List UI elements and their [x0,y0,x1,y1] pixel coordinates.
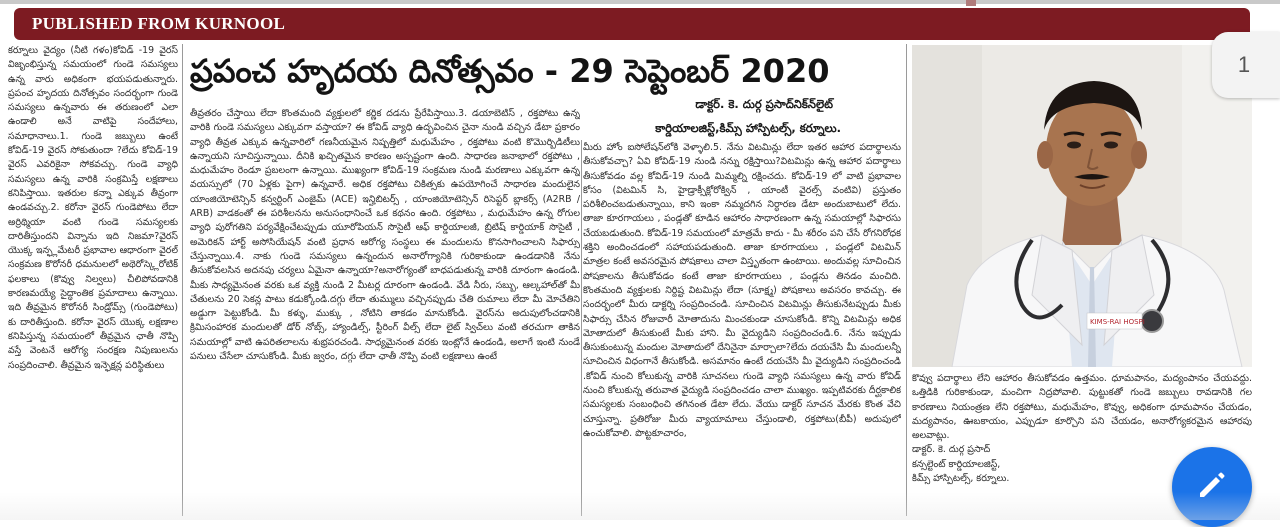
column-divider [581,140,582,516]
column-divider [182,44,183,516]
signature-name: డాక్టర్. కె. దుర్గ ప్రసాద్ [912,444,991,456]
doctor-photo [912,45,1252,367]
top-edge [0,0,1280,4]
middle-column [190,107,580,516]
left-column [8,44,178,516]
byline-name: డాక్టర్. కె. దుర్గ ప్రసాద్‌నిక్‌న్‌లైట్ [695,97,833,111]
page-number-badge[interactable]: 1 [1212,32,1280,98]
top-marker [966,0,976,6]
closing-paragraph: కొవ్వు పదార్థాలు లేని ఆహారం తీసుకోవడం ఉత్తమం. ధూమపానం, మద్యంపానం చేయవద్దు. ఒత్తిడికి గురికాకుండా, మంచిగా నిద్రపోవాలి. పుట్టుకతో గుండె జబ్బులు రావడానికి గల కారణాలు నియంత్రణ లేని రక్తపోటు, మధుమేహం, కొవ్వు, అధికంగా ధూమపానం చేయడం, మద్యపానం, ఊబకాయం, ఎప్పుడూ కూర్చొని పని చేయడం, అనారోగ్యకరమైన ఆహారపు అలవాట్లు. [912,373,1252,442]
right-column-text: మీరు హోం ఐసోలేషన్‌లోకి వెళ్ళాలి.5. నేను విటమిన్లు లేదా ఇతర ఆహార పదార్థాలను తీసుకోవచ్చా? ఏవి కోవిడ్-19 నుండి నన్ను రక్షిస్తాయి?విటమిన్లు ఉన్న ఆహార పదార్థాలు తీసుకోవడం వల్ల కోవిడ్-19 నుండి మిమ్మల్ని రక్షించదు. కోవిడ్-19 లో వాటి ప్రభావాల కోసం (విటమిన్ సి, హైడ్రాక్సీక్లోరోక్విన్ , యాంటీ వైరల్స్ వంటివి) ప్రస్తుతం పరిశీలించబడుతున్నాయి, కాని ఇంకా నమ్మదగిన నిర్ధారణ డేటా అందుబాటులో లేదు. తాజా కూరగాయలు , పండ్లతో కూడిన ఆహారం సాధారణంగా ఉన్న సమయాల్లో సిఫారసు చేయబడుతుంది. కోవిడ్-19 సమయంలో మాత్రమే కాదు - మీ శరీరం పని చేసే రోగనిరోధక శక్తిని అందించడంలో సహాయపడుతుంది. తాజా కూరగాయలు , పండ్లలో విటమిన్ మాత్రల కంటే అవసరమైన పోషకాలు చాలా విస్తృతంగా ఉంటాయి. అందువల్ల సూచించిన పోషకాలను తీసుకోవడం కంటే తాజా కూరగాయలు , పండ్లను తినడం మంచిది. కొంతమంది వ్యక్తులకు నిర్దిష్ట విటమిన్లు లేదా (సూక్ష్మ) పోషకాలు అవసరం కావచ్చు. ఈ సందర్భంలో మీరు డాక్టర్ని సంప్రదించండి. సూచించిన విటమిన్లు తీసుకునేటప్పుడు మీకు సిఫార్సు చేసిన రోజువారీ మోతాదును మించకుండా చూసుకోండి. కొన్ని విటమిన్లు అధిక మోతాదులో తీసుకుంటే మీకు హాని. మీ వైద్యుడిని సంప్రదించండి.6. నేను ఇప్పుడు తీసుకుంటున్న మందుల మోతాదులో దేనినైనా మార్చాలా?లేదు దయచేసి మీ మందులన్నీ సూచించిన విధంగానే తీసుకోండి. అసమానం ఉంటే దయచేసి మీ వైద్యుడిని సంప్రదించండి .కోవిడ్ నుంచి కోలుకున్న వారికి సూచనలు గుండె వ్యాధి సమస్యలు ఉన్న వారు కోవిడ్ నుంచి కోలుకున్న తరువాత వైద్యుడి సంప్రదించడం చాలా ముఖ్యం. ఇప్పటివరకు దీర్ఘకాలిక సమస్యలకు సంబంధించి తగినంత డేటా లేదు. వేయు డాక్టర్ సూచన మేరకు కొంత వేచి చూస్తున్నా. ప్రతిరోజు మీరు వ్యాయామాలు చేస్తుండాలి, రక్తపోటు(బీపీ) అదుపులో ఉంచుకోవాలి. పొట్టకూచారం, [583,142,901,439]
right-column [583,141,901,516]
edit-fab-button[interactable] [1172,447,1252,527]
signature-hospital: కిమ్స్ హాస్పిటల్స్, కర్నూలు. [912,473,1010,485]
byline-affiliation: కార్డియాలజిస్ట్,కిమ్స్ హాస్పిటల్స్, కర్నూలు. [655,121,841,135]
hospital-badge-text: KIMS-RAI HOSPI [1090,318,1145,326]
middle-column-text: తీవ్రతరం చేస్తాయి లేదా కొంతమంది వ్యక్తులలో కర్ణిక దడను ప్రేరేపిస్తాయి.3. డయాబెటిస్ , రక్తపోటు ఉన్న వారికి గుండె సమస్యలు ఎక్కువగా వస్తాయా? ఈ కోవిడ్ వ్యాధి ఉద్భవించిన చైనా నుండి వచ్చిన డేటా ప్రకారం వ్యాధి తీవ్రత ఎక్కువ ఉన్నవారిలో గణనీయమైన నిష్పత్తిలో మధుమేహం , రక్తపోటు వంటి కొమొర్బిడిటీలు ఉన్నాయని సూచిస్తున్నాయి. దీనికి ఖచ్చితమైన కారణం అస్పష్టంగా ఉంది. సాధారణ జనాభాలో రక్తపోటు , మధుమేహం రెండూ ప్రబలంగా ఉన్నాయి. ముఖ్యంగా కోవిడ్-19 సంక్రమణ నుండి మరణాలు ఎక్కువగా ఉన్న వయస్సులో (70 ఏళ్లకు పైగా) ఉన్నవారే. అధిక రక్తపోటు చికిత్సకు ఉపయోగించే సాధారణ మందులైన యాంజియోటెన్సిన్ కన్వర్టింగ్ ఎంజైమ్ (ACE) ఇన్హిబిటర్స్ , యాంజియోటెన్సిన్ రిసెప్టర్ బ్లాకర్స్ (A2RB / ARB) వాడకంతో ఈ పరిశీలనను అనుసంధానించే ఒక కథనం ఉంది. రక్తపోటు , మధుమేహం ఉన్న రోగుల వ్యాధి పురోగతిని పర్యవేక్షించేటప్పుడు యూరోపియన్ సొసైటీ ఆఫ్ కార్డియాలజీ, బ్రిటిష్ కార్డియాక్ సొసైటీ , అమెరికన్ హార్ట్ అసోసియేషన్ వంటి ప్రధాన ఆరోగ్య సంస్థలు ఈ మందులను కొనసాగించాలని సిఫార్సు చేస్తున్నాయి.4. నాకు గుండె సమస్యలు ఉన్నందున అనారోగ్యానికి గురికాకుండా ఉండడానికి నేను తీసుకోవలసిన అదనపు చర్యలు ఏమైనా ఉన్నాయా?అనారోగ్యంతో బాధపడుతున్న వారికి దూరంగా ఉండండి. మీకు సాధ్యమైనంత వరకు ఒక వ్యక్తి నుండి 2 మీటర్ల దూరంగా ఉండండి. వేడి నీరు, సబ్బు, ఆల్కహాల్‌తో మీ చేతులను 20 సెకన్ల పాటు కడుక్కోండి.దగ్గు లేదా తుమ్ములు వచ్చినప్పుడు చేతి రుమాలు లేదా మీ మోచేతిని అడ్డుగా పెట్టుకోండి. మీ కళ్ళు, ముక్కు , నోటిని తాకడం మానుకోండి. వైరస్‌ను అదుపులోంచడానికి క్రిమిసంహారక మందులతో డోర్ నోబ్స్, హ్యాండిల్స్, స్టీరింగ్ వీల్స్ లేదా లైట్ స్విచ్‌లు వంటి తరచుగా తాకిన సమయాల్లో వాటి ఉపరితలాలను శుభ్రపరచండి. సాధ్యమైనంత వరకు ఇంట్లోనే ఉండండి, అలాగే ఇంటి నుండే పనులు చేసేలా చూసుకోండి. మీకు జ్వరం, దగ్గు లేదా ఛాతీ నొప్పి వంటి లక్షణాలు ఉంటే [190,108,580,363]
pencil-edit-icon [1196,469,1228,501]
headline: ప్రపంచ హృదయ దినోత్సవం - 29 సెప్టెంబర్ 2020 [190,52,830,90]
signature-title: కన్సల్టెంట్ కార్డియాలజిస్ట్, [912,458,1001,470]
edition-banner: PUBLISHED FROM KURNOOL [14,8,1250,40]
left-column-text: కర్నూలు వైద్యం (నీటి గళం)కోవిడ్ -19 వైరస్ విజృంభిస్తున్న సమయంలో గుండె సమస్యలు ఉన్న వారు అధికంగా భయపడుతున్నారు. ప్రపంచ హృదయ దినోత్సవం సందర్భంగా గుండె సమస్యలు ఉన్నవారు ఈ తరుణంలో ఎలా ఉండాలి అనే వాటిపై సందేహాలు, సమాధానాలు.1. గుండె జబ్బులు ఉంటే కోవిడ్-19 వైరస్ సోకుతుందా ?లేదు కోవిడ్-19 వైరస్ ఎవరికైనా సోకవచ్చు. గుండె వ్యాధి సమస్యలు ఉన్న వారికి సంక్రమిస్తే లక్షణాలు కనిపిస్తాయి. ఇతరుల కన్నా ఎక్కువ తీవ్రంగా ఉండవచ్చు.2. కరోనా వైరస్ గుండెపోటు లేదా అర్రిథ్మియా వంటి గుండె సమస్యలకు దారితీస్తుందని విన్నాను ఇది నిజమా?వైరస్ యొక్క ఇన్ఫ్లమేటరీ ప్రభావాల ఆధారంగా వైరల్ సంక్రమణ కొరోనరీ ధమనులలో అథెరోస్క్లెరోటిక్ ఫలకాలు (కొవ్వు నిల్వలు) చీలిపోవడానికి కారణమయ్యే సైద్ధాంతిక ప్రమాదాలు ఉన్నాయి. ఇది తీవ్రమైన కొరోనరీ సిండ్రోమ్స్ (గుండెపోటు) కు దారితీస్తుంది. కరోనా వైరస్ యొక్క లక్షణాల కనిపిస్తున్న సమయంలో తీవ్రమైన ఛాతీ నొప్పి వస్తే వెంటనే ఆరోగ్య సంరక్షణ నిపుణులను సంప్రదించాలి. తీవ్రమైన ఇన్ఫెక్షన్ల పరిస్థితులు [8,45,178,371]
doctor-portrait-image [912,45,1252,367]
column-divider [906,44,907,516]
